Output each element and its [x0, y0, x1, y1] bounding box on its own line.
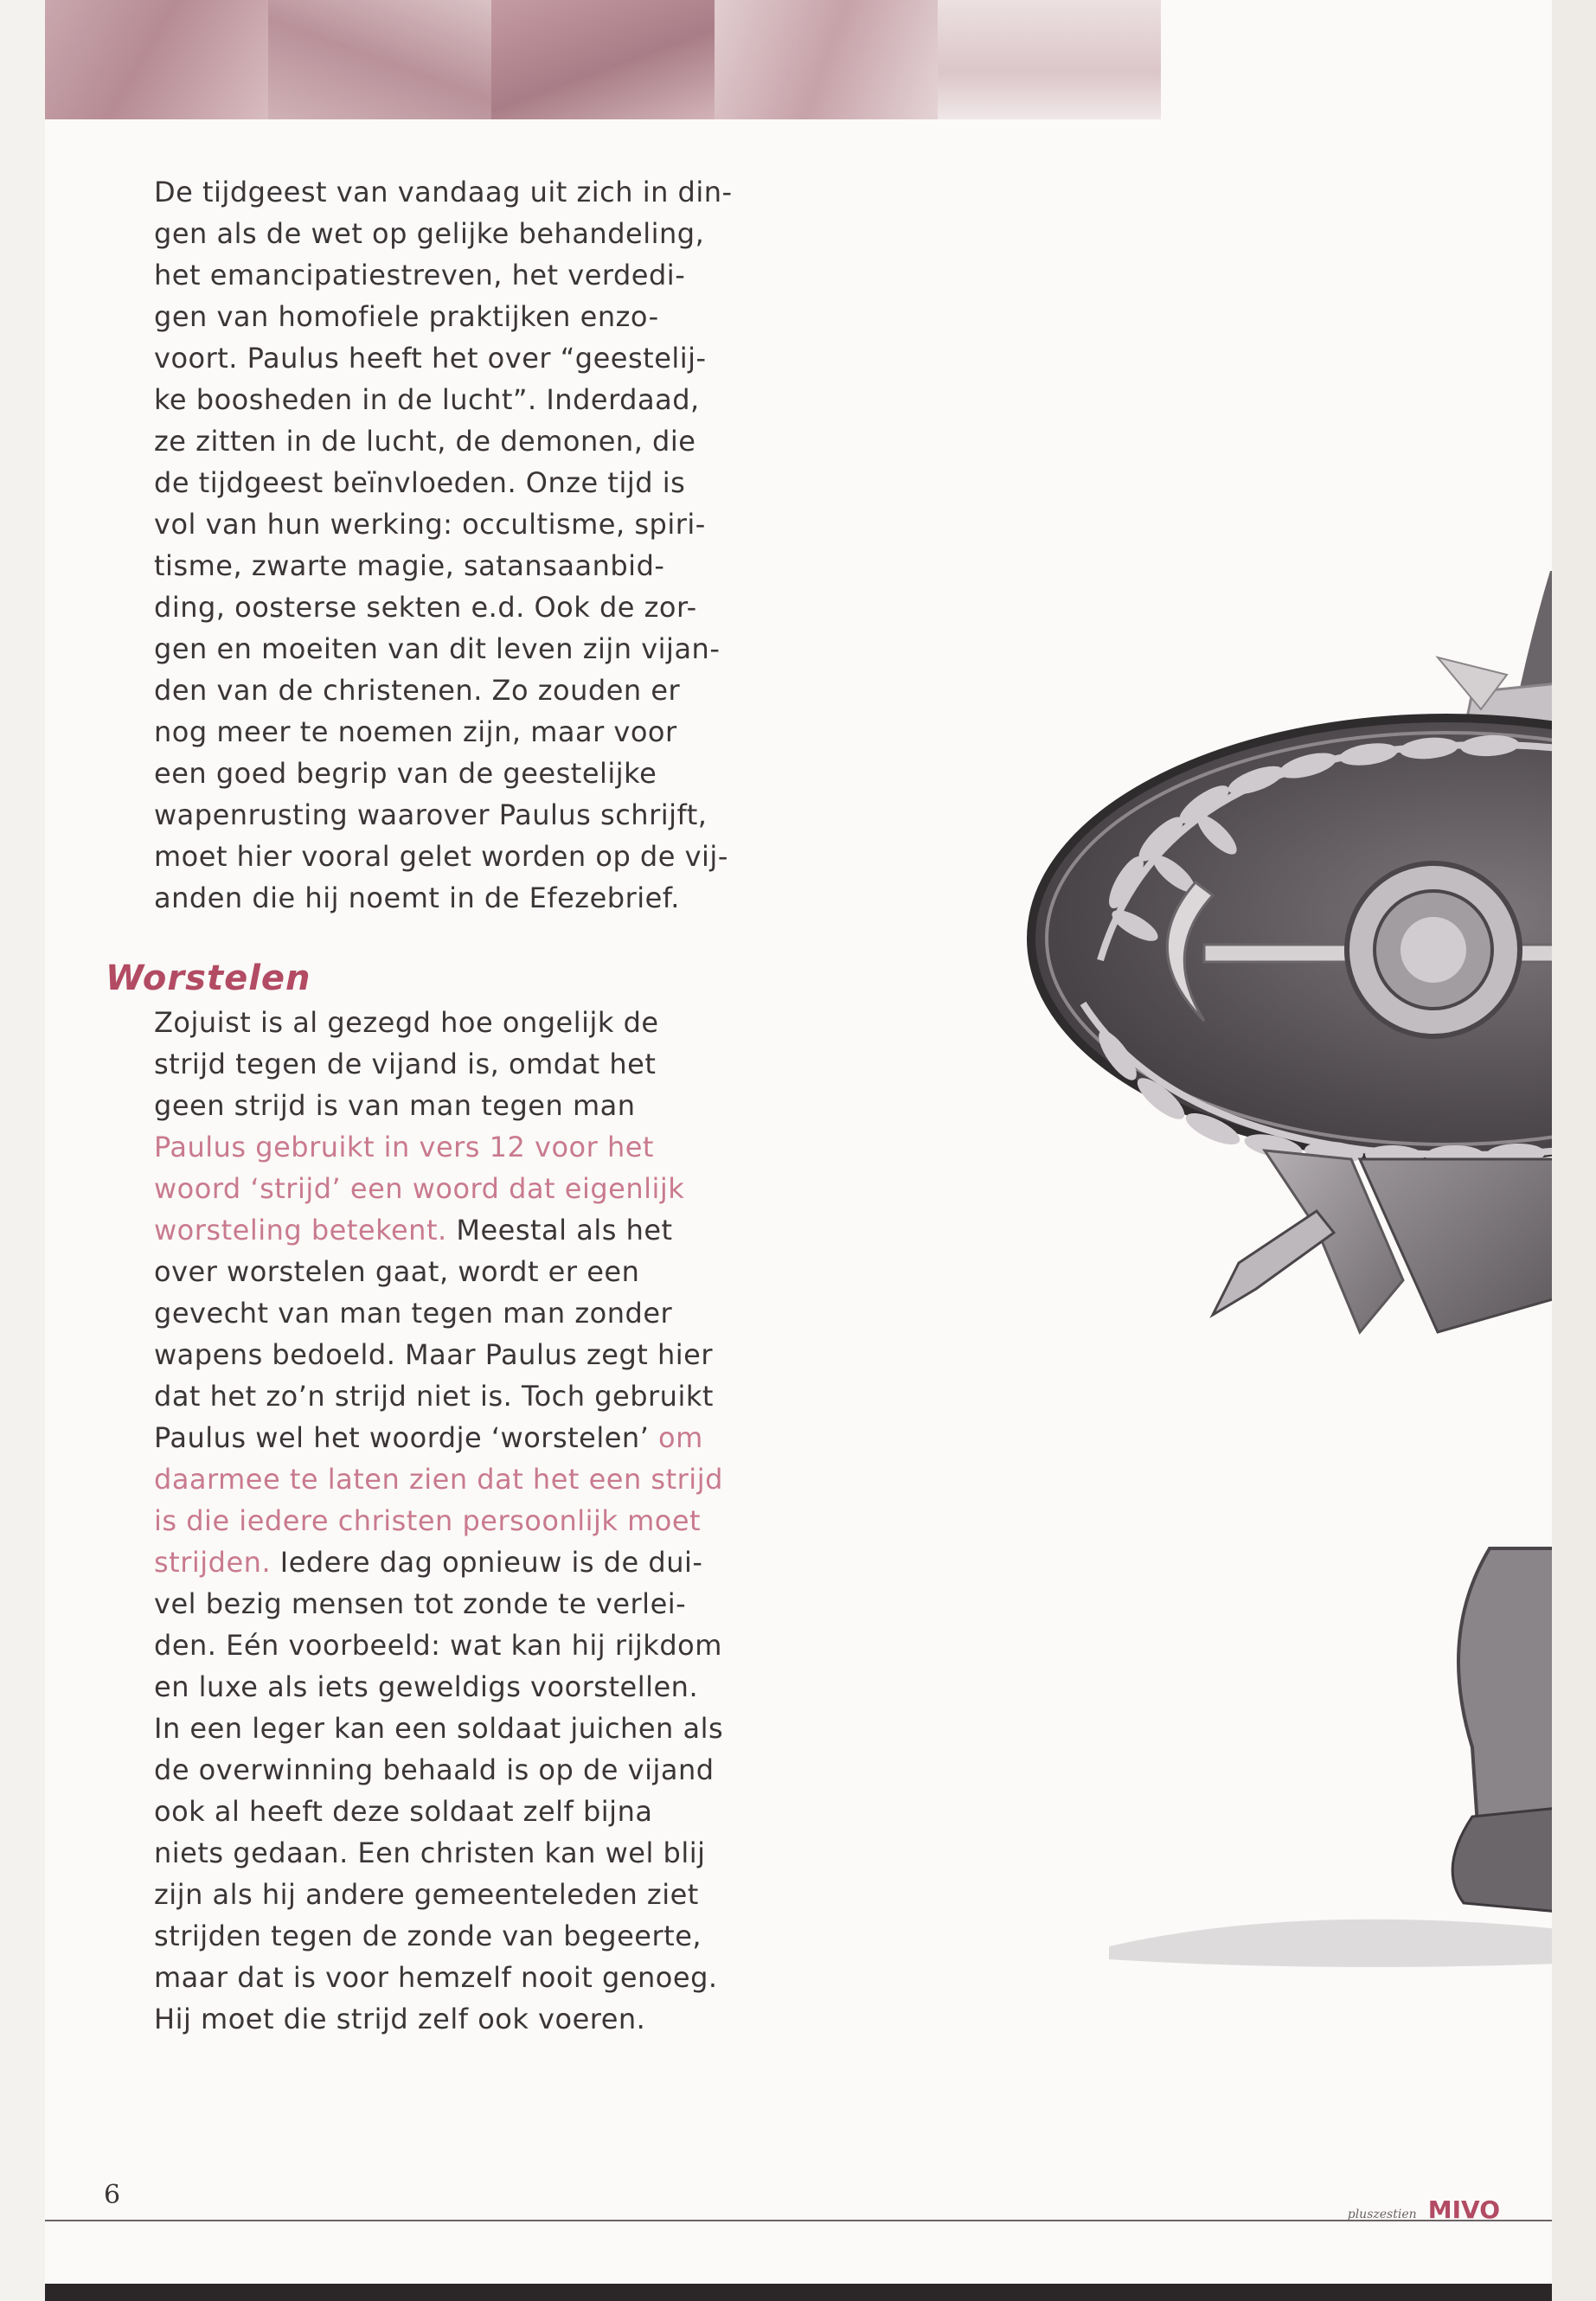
- magazine-page: [45, 0, 1552, 2284]
- highlight-text: om: [649, 1421, 703, 1454]
- header-photo: [268, 0, 491, 119]
- text-line: voort. Paulus heeft het over “geestelij-: [154, 342, 707, 375]
- text-line: dat het zo’n strijd niet is. Toch gebruikt: [154, 1380, 714, 1413]
- text-segment: Paulus wel het woordje ‘worstelen’: [154, 1421, 650, 1454]
- text-line: den. Eén voorbeeld: wat kan hij rijkdom: [154, 1629, 722, 1662]
- text-line: een goed begrip van de geestelijke: [154, 757, 657, 790]
- logo-subtitle: pluszestien: [1347, 2208, 1417, 2221]
- text-line: en luxe als iets geweldigs voorstellen.: [154, 1670, 699, 1703]
- article-text-column: [106, 171, 820, 2040]
- text-line: gen van homofiele praktijken enzo-: [154, 300, 659, 333]
- text-line: Hij moet die strijd zelf ook voeren.: [154, 2003, 646, 2035]
- magazine-logo: [1348, 2195, 1500, 2224]
- header-photo-strip: [45, 0, 1161, 119]
- highlight-text: woord ‘strijd’ een woord dat eigenlijk: [154, 1172, 685, 1205]
- paragraph-tijdgeest: [154, 171, 820, 919]
- text-line: de overwinning behaald is op de vijand: [154, 1753, 715, 1786]
- text-line: het emancipatiestreven, het verdedi-: [154, 259, 686, 292]
- text-segment: Iedere dag opnieuw is de dui-: [271, 1546, 703, 1579]
- text-line: over worstelen gaat, wordt er een: [154, 1255, 640, 1288]
- text-line: ding, oosterse sekten e.d. Ook de zor-: [154, 591, 697, 624]
- text-line: den van de christenen. Zo zouden er: [154, 674, 681, 707]
- text-line: wapenrusting waarover Paulus schrijft,: [154, 798, 708, 831]
- logo-title: MIVO: [1427, 2195, 1500, 2224]
- text-segment: Meestal als het: [446, 1214, 673, 1247]
- roman-soldier-shield-illustration: [953, 554, 1552, 2137]
- text-line: vel bezig mensen tot zonde te verlei-: [154, 1587, 687, 1620]
- text-line: strijd tegen de vijand is, omdat het: [154, 1048, 657, 1080]
- header-photo: [938, 0, 1161, 119]
- header-photo: [715, 0, 938, 119]
- highlight-text: strijden.: [154, 1546, 272, 1579]
- text-line: De tijdgeest van vandaag uit zich in din-: [154, 176, 733, 208]
- text-line: tisme, zwarte magie, satansaanbid-: [154, 549, 665, 582]
- highlight-text: daarmee te laten zien dat het een strijd: [154, 1463, 723, 1496]
- text-line: geen strijd is van man tegen man: [154, 1089, 636, 1122]
- text-line: ook al heeft deze soldaat zelf bijna: [154, 1795, 653, 1828]
- text-line: niets gedaan. Een christen kan wel blij: [154, 1836, 706, 1869]
- text-line: gen als de wet op gelijke behandeling,: [154, 217, 705, 250]
- text-line: maar dat is voor hemzelf nooit genoeg.: [154, 1961, 718, 1994]
- text-line: nog meer te noemen zijn, maar voor: [154, 715, 677, 748]
- text-line: gen en moeiten van dit leven zijn vijan-: [154, 632, 721, 665]
- text-line: ze zitten in de lucht, de demonen, die: [154, 425, 696, 458]
- page-number: 6: [104, 2180, 121, 2210]
- section-heading: Worstelen: [106, 958, 311, 998]
- text-line: Zojuist is al gezegd hoe ongelijk de: [154, 1006, 659, 1039]
- highlight-text: Paulus gebruikt in vers 12 voor het: [154, 1131, 654, 1163]
- text-line: moet hier vooral gelet worden op de vij-: [154, 840, 728, 873]
- header-photo: [491, 0, 715, 119]
- paragraph-worstelen: [154, 1002, 820, 2040]
- footer-rule: [45, 2220, 1552, 2221]
- page-bottom-edge: [45, 2284, 1552, 2301]
- text-line: strijden tegen de zonde van begeerte,: [154, 1920, 702, 1952]
- text-line: anden die hij noemt in de Efezebrief.: [154, 881, 680, 914]
- text-line: de tijdgeest beïnvloeden. Onze tijd is: [154, 466, 686, 499]
- highlight-text: is die iedere christen persoonlijk moet: [154, 1504, 702, 1537]
- text-line: wapens bedoeld. Maar Paulus zegt hier: [154, 1338, 713, 1371]
- text-line: zijn als hij andere gemeenteleden ziet: [154, 1878, 699, 1911]
- text-line: vol van hun werking: occultisme, spiri-: [154, 508, 706, 541]
- text-line: ke boosheden in de lucht”. Inderdaad,: [154, 383, 700, 416]
- text-line: In een leger kan een soldaat juichen als: [154, 1712, 724, 1745]
- highlight-text: worsteling betekent.: [154, 1214, 447, 1247]
- book-spine-edge: [1548, 0, 1596, 2301]
- header-photo: [45, 0, 268, 119]
- text-line: gevecht van man tegen man zonder: [154, 1297, 673, 1330]
